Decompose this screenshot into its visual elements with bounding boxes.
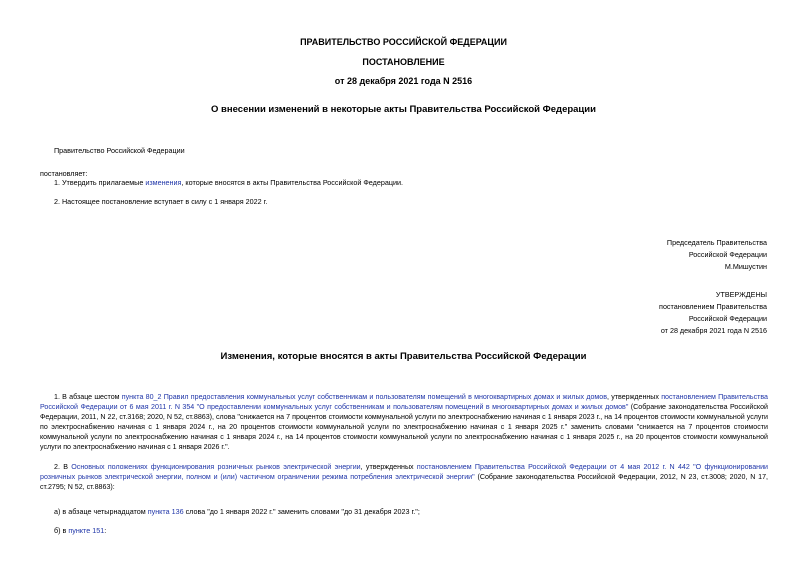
link-clause-151[interactable]: пункте 151: [68, 526, 105, 535]
link-resolution-354[interactable]: постановлением Правительства Российской Федерации от 6 мая 2011 г. N 354 "О предоставлении коммунальных услуг собственникам и пользователям помещений в многоквартирных домах и жилых домов": [40, 393, 768, 412]
signature-name: М.Мишустин: [724, 262, 767, 271]
subject-heading: О внесении изменений в некоторые акты Правительства Российской Федерации: [211, 104, 596, 115]
para2-text-1: 2. В: [54, 463, 72, 471]
intro-item-1: [54, 178, 403, 187]
government-heading: ПРАВИТЕЛЬСТВО РОССИЙСКОЙ ФЕДЕРАЦИИ: [300, 37, 507, 47]
changes-link[interactable]: изменения: [145, 178, 182, 187]
paragraph-1: [40, 392, 768, 453]
link-retail-market-provisions[interactable]: Основных положениях функционирования розничных рынков электрической энергии: [71, 463, 361, 471]
link-clause-80-2[interactable]: пункта 80_2: [121, 393, 162, 401]
item1-suffix: , которые вносятся в акты Правительства Российской Федерации.: [181, 178, 403, 187]
intro-item-2: 2. Настоящее постановление вступает в силу с 1 января 2022 г.: [54, 197, 268, 206]
para1-text-4: (Собрание законодательства Российской Федерации, 2011, N 22, ст.3168; 2020, N 52, ст.8863), слова "снижается на 7 процентов стоимости коммунальной услуги по электроснабжению начиная с 1 января 2023 г., на 14 процентов стоимости коммунальной услуги по электроснабжению начиная с 1 января 2024 г., на 20 процентов стоимости коммунальной услуги по электроснабжению начиная с 1 января 2025 г." заменить словами "снижается на 7 процентов стоимости коммунальной услуги по электроснабжению начиная с 1 января 2024 г., на 14 процентов стоимости коммунальной услуги по электроснабжению начиная с 1 января 2025 г., на 20 процентов стоимости коммунальной услуги по электроснабжению начиная с 1 января 2026 г.".: [40, 403, 768, 452]
link-utility-rules[interactable]: Правил предоставления коммунальных услуг собственникам и пользователям помещений в многоквартирных домах и жилых домов: [163, 393, 608, 401]
approval-line-1: постановлением Правительства: [659, 302, 767, 311]
approval-label: УТВЕРЖДЕНЫ: [715, 290, 767, 299]
changes-title: Изменения, которые вносятся в акты Правительства Российской Федерации: [220, 351, 587, 362]
link-resolution-442[interactable]: постановлением Правительства Российской Федерации от 4 мая 2012 г. N 442 "О функционировании розничных рынков электрической энергии, полном и (или) частичном ограничении режима потребления электрической энергии": [40, 463, 768, 482]
doc-type-heading: ПОСТАНОВЛЕНИЕ: [362, 57, 445, 67]
para1-text-3: , утвержденных: [607, 393, 662, 401]
approval-line-3: от 28 декабря 2021 года N 2516: [660, 326, 767, 335]
item-b-text-1: б) в: [54, 526, 69, 535]
para2-text-3: (Собрание законодательства Российской Федерации, 2012, N 23, ст.3008; 2020, N 17, ст.2795; N 52, ст.8863):: [40, 473, 768, 492]
item1-prefix: 1. Утвердить прилагаемые: [54, 178, 146, 187]
approval-block: [659, 289, 767, 337]
para1-text-1: 1. В абзаце шестом: [54, 393, 122, 401]
link-clause-136[interactable]: пункта 136: [147, 507, 184, 516]
intro-government-line: Правительство Российской Федерации: [54, 146, 185, 155]
item-a-text-2: слова "до 1 января 2022 г." заменить словами "до 31 декабря 2023 г.";: [183, 507, 420, 516]
para2-text-2: , утвержденных: [360, 463, 417, 471]
date-number-heading: от 28 декабря 2021 года N 2516: [334, 76, 473, 86]
approval-line-2: Российской Федерации: [688, 314, 767, 323]
item-b: [54, 526, 106, 535]
item-a: [54, 507, 420, 516]
intro-decrees: постановляет:: [40, 169, 88, 178]
item-a-text-1: а) в абзаце четырнадцатом: [54, 507, 148, 516]
signature-block: [667, 237, 767, 273]
signature-line-1: Председатель Правительства: [666, 238, 767, 247]
item-b-text-2: :: [104, 526, 107, 535]
paragraph-2: [40, 462, 768, 492]
signature-line-2: Российской Федерации: [688, 250, 767, 259]
